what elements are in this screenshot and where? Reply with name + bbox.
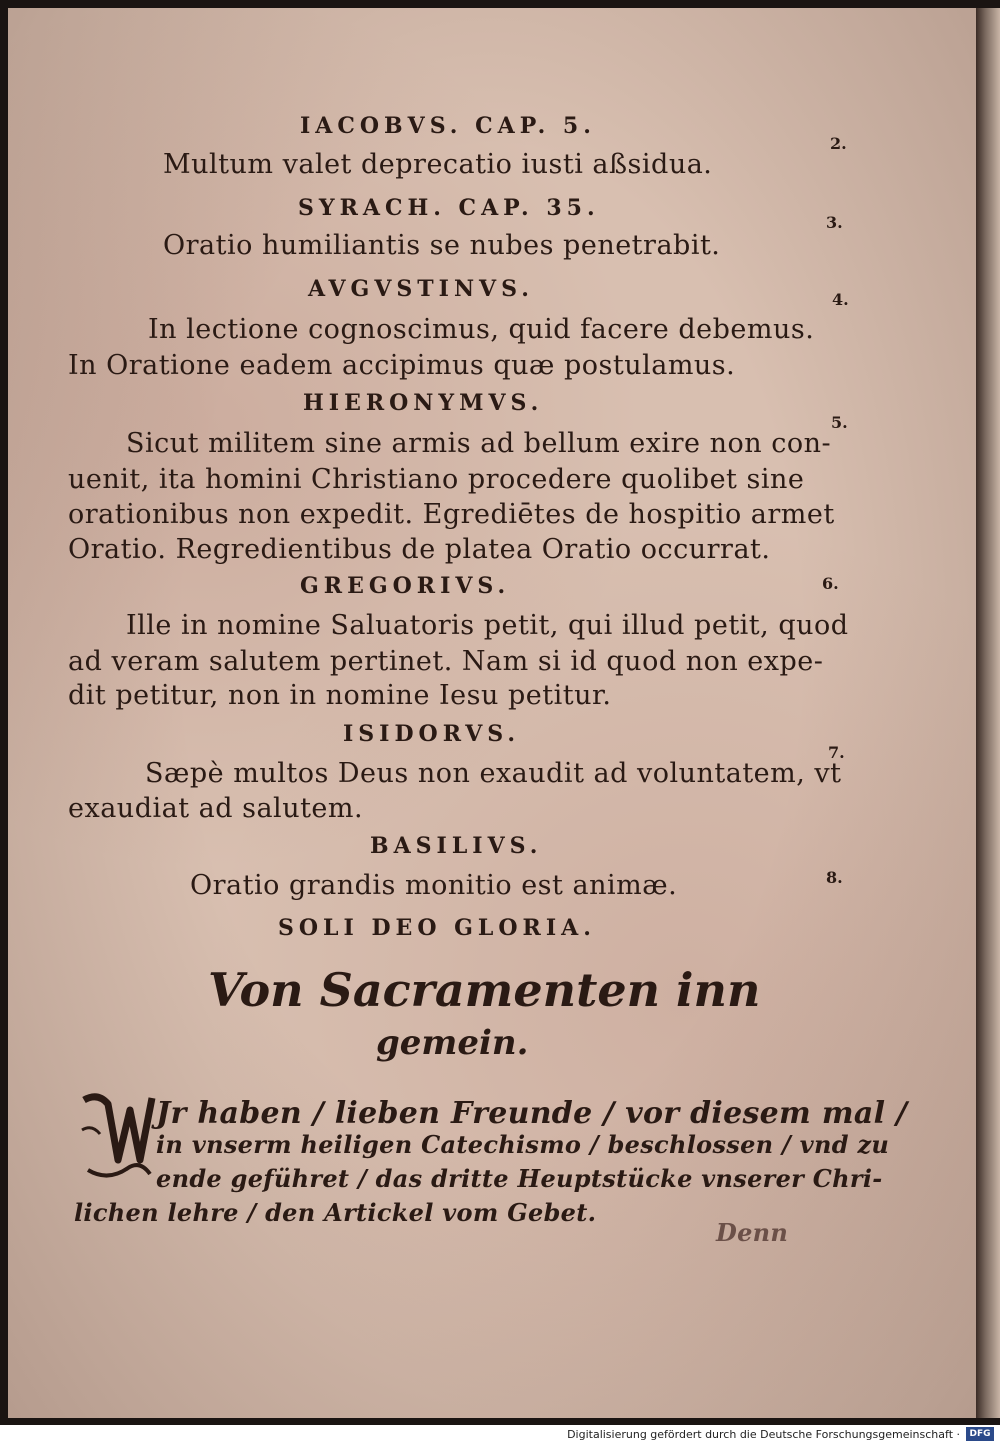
text-line: uenit, ita homini Christiano procedere quolibet sine [68,464,805,495]
text-line: orationibus non expedit. Egrediētes de hospitio armet [68,499,835,530]
book-page [8,8,976,1418]
german-line: lichen lehre / den Artickel vom Gebet. [74,1198,597,1227]
section-title: Von Sacramenten inn [208,963,761,1017]
text-line: Oratio humiliantis se nubes penetrabit. [163,230,721,261]
heading-hieronymus: HIERONYMVS. [303,390,544,416]
margin-number: 5. [831,413,848,432]
heading-syrach: SYRACH. CAP. 35. [298,195,600,221]
german-line: in vnserm heiligen Catechismo / beschlossen / vnd zu [156,1130,890,1159]
margin-number: 4. [832,290,849,309]
text-line: ad veram salutem pertinet. Nam si id quod non expe- [68,646,824,677]
text-line: In lectione cognoscimus, quid facere debemus. [148,314,815,345]
footer-credit: Digitalisierung gefördert durch die Deutsche Forschungsgemeinschaft · [567,1428,960,1441]
text-line: Oratio grandis monitio est animæ. [190,870,678,901]
margin-number: 3. [826,213,843,232]
german-line: Jr haben / lieben Freunde / vor diesem mal / [156,1096,908,1131]
text-line: In Oratione eadem accipimus quæ postulamus. [68,350,736,381]
dfg-logo-icon: DFG [966,1427,994,1441]
text-line: Sicut militem sine armis ad bellum exire non con- [126,428,832,459]
decorated-initial-w-icon [78,1090,158,1182]
page-edge [976,8,1000,1418]
margin-number: 8. [826,868,843,887]
text-line: dit petitur, non in nomine Iesu petitur. [68,680,612,711]
heading-basilius: BASILIVS. [370,833,543,859]
heading-iacobus: IACOBVS. CAP. 5. [300,113,596,139]
text-line: Oratio. Regredientibus de platea Oratio occurrat. [68,534,771,565]
section-title-continued: gemein. [376,1023,529,1063]
text-line: Ille in nomine Saluatoris petit, qui illud petit, quod [126,610,849,641]
catchword: Denn [716,1218,789,1247]
text-line: exaudiat ad salutem. [68,793,364,824]
margin-number: 2. [830,134,847,153]
text-line: Sæpè multos Deus non exaudit ad voluntatem, vt [145,758,842,789]
heading-augustinus: AVGVSTINVS. [308,276,534,302]
german-line: ende geführet / das dritte Heuptstücke vnserer Chri- [156,1164,883,1193]
margin-number: 7. [828,743,845,762]
footer-bar [0,1425,1000,1444]
margin-number: 6. [822,574,839,593]
closing-line: SOLI DEO GLORIA. [278,915,596,941]
heading-isidorus: ISIDORVS. [343,721,521,747]
text-line: Multum valet deprecatio iusti aßsidua. [163,149,713,180]
heading-gregorius: GREGORIVS. [300,573,511,599]
